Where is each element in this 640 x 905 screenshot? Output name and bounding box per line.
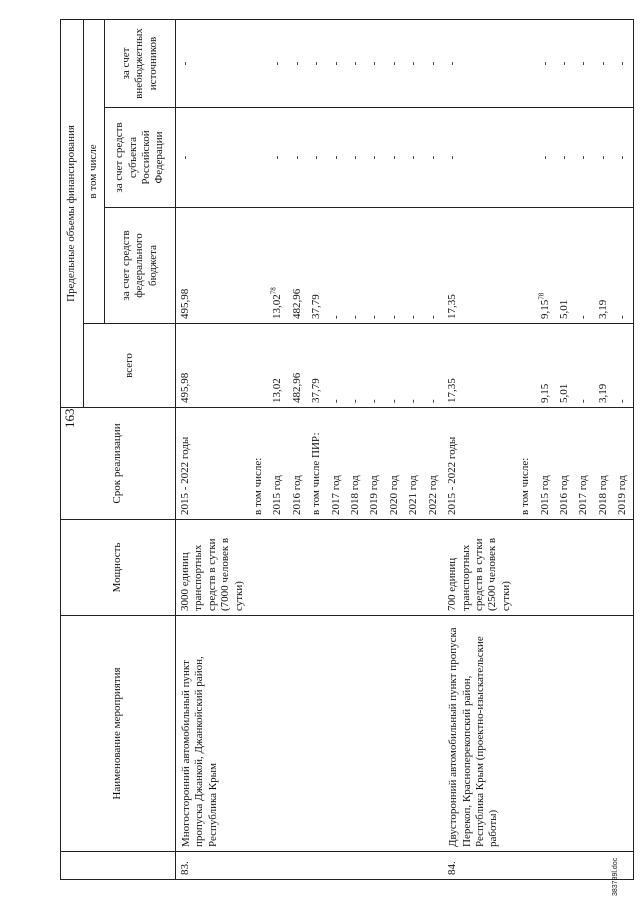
extrabudget-cell (555, 19, 574, 107)
total-cell-text: - (616, 399, 629, 403)
federal-cell-text: 495,98 (179, 288, 191, 319)
regional-cell (268, 108, 287, 208)
capacity-cell (307, 520, 326, 616)
footnote-ref: 78 (269, 287, 278, 295)
row-number-cell (594, 852, 613, 880)
table-row (536, 19, 555, 879)
table-row (404, 19, 423, 879)
regional-cell-text: - (538, 155, 551, 160)
measure-name-cell (536, 616, 555, 852)
term-cell (555, 408, 574, 520)
header-term: Срок реализации (61, 408, 176, 520)
total-cell (268, 324, 287, 408)
table-row (249, 19, 268, 879)
table-row (307, 19, 326, 879)
capacity-cell (327, 520, 346, 616)
table-row (327, 19, 346, 879)
regional-cell-text: - (426, 155, 439, 160)
table-body (176, 19, 634, 879)
term-cell-text: в том числе: (519, 457, 532, 515)
footnote-ref: 78 (536, 292, 545, 300)
term-cell-text: 2018 год (596, 475, 609, 515)
total-cell-text: 37,79 (310, 378, 323, 403)
regional-cell (574, 108, 593, 208)
measure-name-cell (613, 616, 633, 852)
measure-name-cell (574, 616, 593, 852)
capacity-cell (594, 520, 613, 616)
regional-cell-text: - (271, 155, 284, 160)
total-cell-text: 13,02 (271, 378, 284, 403)
term-cell (327, 408, 346, 520)
measure-name-cell (516, 616, 535, 852)
term-cell (613, 408, 633, 520)
federal-cell (516, 208, 535, 324)
row-number-cell (385, 852, 404, 880)
regional-cell (385, 108, 404, 208)
extrabudget-cell (613, 19, 633, 107)
row-number-cell (365, 852, 384, 880)
measure-name-cell (555, 616, 574, 852)
federal-cell (365, 208, 384, 324)
federal-cell-text: 37,79 (310, 294, 323, 319)
measure-name-cell (307, 616, 326, 852)
total-cell (404, 324, 423, 408)
row-number-cell (176, 852, 250, 880)
total-cell (249, 324, 268, 408)
header-name: Наименование мероприятия (61, 616, 176, 852)
table-row (346, 19, 365, 879)
federal-cell (555, 208, 574, 324)
capacity-cell (268, 520, 287, 616)
term-cell-text: в том числе: (252, 457, 265, 515)
federal-cell-text: 5,01 (557, 299, 570, 319)
term-cell (288, 408, 307, 520)
term-cell (307, 408, 326, 520)
measure-name-cell (176, 616, 250, 852)
extrabudget-cell-text: - (368, 61, 381, 66)
regional-cell (176, 108, 250, 208)
measure-name-cell-text: Двусторонний автомобильный пункт пропуска Перекоп, Красноперекопский район, Республика Крым (проектно-изыскательские работы) (447, 627, 500, 847)
federal-cell (536, 208, 555, 324)
total-cell-text: - (577, 399, 590, 403)
document-id: 383789l.doc (612, 857, 619, 896)
measure-name-cell (424, 616, 443, 852)
federal-cell-text: - (387, 315, 400, 319)
federal-cell-text: 9,15 (538, 299, 551, 319)
term-cell-text: 2016 год (290, 475, 303, 515)
regional-cell (249, 108, 268, 208)
regional-cell-text: - (310, 155, 323, 160)
regional-cell-text: - (446, 155, 459, 160)
extrabudget-cell-text: - (290, 61, 303, 66)
measure-name-cell (268, 616, 287, 852)
extrabudget-cell (288, 19, 307, 107)
total-cell (327, 324, 346, 408)
extrabudget-cell (327, 19, 346, 107)
extrabudget-cell (365, 19, 384, 107)
capacity-cell (613, 520, 633, 616)
term-cell-text: в том числе ПИР: (310, 432, 323, 515)
regional-cell (346, 108, 365, 208)
extrabudget-cell-text: - (387, 61, 400, 66)
capacity-cell (176, 520, 250, 616)
term-cell (574, 408, 593, 520)
extrabudget-cell-text: - (446, 61, 459, 66)
table-row (443, 19, 516, 879)
capacity-cell (249, 520, 268, 616)
total-cell-text: 17,35 (446, 378, 459, 403)
federal-cell-text: - (407, 315, 420, 319)
measure-name-cell (385, 616, 404, 852)
federal-cell-text: - (368, 315, 381, 319)
capacity-cell (555, 520, 574, 616)
term-cell-text: 2016 год (557, 475, 570, 515)
measure-name-cell (594, 616, 613, 852)
regional-cell-text: - (387, 155, 400, 160)
total-cell (385, 324, 404, 408)
capacity-cell (288, 520, 307, 616)
table-row (288, 19, 307, 879)
federal-cell-text: - (349, 315, 362, 319)
federal-cell (176, 208, 250, 324)
total-cell-text: 5,01 (557, 383, 570, 403)
regional-cell-text: - (596, 155, 609, 160)
term-cell (346, 408, 365, 520)
total-cell-text: - (426, 399, 439, 403)
total-cell (613, 324, 633, 408)
federal-cell (574, 208, 593, 324)
row-number-cell (555, 852, 574, 880)
extrabudget-cell-text: - (426, 61, 439, 66)
term-cell-text: 2015 - 2022 годы (446, 436, 459, 515)
federal-cell (327, 208, 346, 324)
total-cell (346, 324, 365, 408)
extrabudget-cell-text: - (407, 61, 420, 66)
table-row (574, 19, 593, 879)
regional-cell (404, 108, 423, 208)
table-row (613, 19, 633, 879)
regional-cell (327, 108, 346, 208)
total-cell-text: 495,98 (179, 372, 191, 403)
row-number-cell (346, 852, 365, 880)
regional-cell (594, 108, 613, 208)
term-cell (268, 408, 287, 520)
row-number-cell (249, 852, 268, 880)
total-cell (176, 324, 250, 408)
capacity-cell-text: 700 единиц транспортных средств в сутки (2500 человек в сутки) (446, 537, 512, 611)
federal-cell-text: 13,02 (271, 294, 284, 319)
measure-name-cell (443, 616, 516, 852)
term-cell-text: 2022 год (426, 475, 439, 515)
extrabudget-cell (424, 19, 443, 107)
federal-cell (288, 208, 307, 324)
extrabudget-cell (346, 19, 365, 107)
federal-cell (249, 208, 268, 324)
federal-cell-text: 17,35 (446, 294, 459, 319)
total-cell (307, 324, 326, 408)
extrabudget-cell-text: - (577, 61, 590, 66)
capacity-cell (443, 520, 516, 616)
row-number-cell-text: 84. (446, 861, 459, 875)
federal-cell-text: 3,19 (596, 299, 609, 319)
total-cell (288, 324, 307, 408)
row-number-cell (443, 852, 516, 880)
extrabudget-cell-text: - (616, 61, 629, 66)
federal-cell (613, 208, 633, 324)
federal-cell (268, 208, 287, 324)
term-cell (249, 408, 268, 520)
table-row (516, 19, 535, 879)
table-row (365, 19, 384, 879)
federal-cell (443, 208, 516, 324)
regional-cell (424, 108, 443, 208)
header-total: всего (84, 324, 176, 408)
term-cell (404, 408, 423, 520)
table-row (176, 19, 250, 879)
term-cell-text: 2015 год (271, 475, 284, 515)
row-number-cell (268, 852, 287, 880)
total-cell (516, 324, 535, 408)
extrabudget-cell (443, 19, 516, 107)
header-number (61, 852, 176, 880)
regional-cell (516, 108, 535, 208)
total-cell (574, 324, 593, 408)
header-including: в том числе (84, 19, 105, 323)
capacity-cell-text: 3000 единиц транспортных средств в сутки (7000 человек в сутки) (179, 537, 245, 611)
table-row (594, 19, 613, 879)
federal-cell-text: - (426, 315, 439, 319)
financing-table (60, 19, 634, 880)
regional-cell-text: - (407, 155, 420, 160)
term-cell-text: 2017 год (329, 475, 342, 515)
term-cell-text: 2021 год (407, 475, 420, 515)
table-row (424, 19, 443, 879)
regional-cell-text: - (557, 155, 570, 160)
extrabudget-cell (536, 19, 555, 107)
capacity-cell (516, 520, 535, 616)
federal-cell (346, 208, 365, 324)
federal-cell-text: - (616, 315, 629, 319)
total-cell-text: 482,96 (290, 372, 303, 403)
extrabudget-cell-text: - (557, 61, 570, 66)
term-cell-text: 2017 год (577, 475, 590, 515)
capacity-cell (365, 520, 384, 616)
term-cell (385, 408, 404, 520)
extrabudget-cell-text: - (179, 61, 191, 66)
regional-cell (443, 108, 516, 208)
total-cell-text: - (407, 399, 420, 403)
total-cell (555, 324, 574, 408)
extrabudget-cell-text: - (538, 61, 551, 66)
term-cell (176, 408, 250, 520)
regional-cell-text: - (329, 155, 342, 160)
total-cell-text: - (349, 399, 362, 403)
regional-cell (536, 108, 555, 208)
row-number-cell (574, 852, 593, 880)
federal-cell (424, 208, 443, 324)
rotated-table-container (60, 20, 629, 880)
total-cell (365, 324, 384, 408)
extrabudget-cell (594, 19, 613, 107)
extrabudget-cell (176, 19, 250, 107)
federal-cell (404, 208, 423, 324)
term-cell (424, 408, 443, 520)
regional-cell (555, 108, 574, 208)
total-cell-text: - (387, 399, 400, 403)
term-cell-text: 2019 год (616, 475, 629, 515)
extrabudget-cell (268, 19, 287, 107)
extrabudget-cell-text: - (310, 61, 323, 66)
regional-cell-text: - (349, 155, 362, 160)
term-cell (365, 408, 384, 520)
regional-cell-text: - (290, 155, 303, 160)
header-limits: Предельные объемы финансирования (61, 19, 84, 407)
header-federal: за счет средств федерального бюджета (105, 208, 176, 324)
regional-cell (613, 108, 633, 208)
header-regional: за счет средств субъекта Российской Федерации (105, 108, 176, 208)
extrabudget-cell (404, 19, 423, 107)
row-number-cell-text: 83. (179, 861, 191, 875)
term-cell (594, 408, 613, 520)
extrabudget-cell (574, 19, 593, 107)
header-extrabudget: за счет внебюджетных источников (105, 19, 176, 107)
table-row (385, 19, 404, 879)
row-number-cell (516, 852, 535, 880)
federal-cell-text: 482,96 (290, 288, 303, 319)
table-row (268, 19, 287, 879)
term-cell-text: 2020 год (387, 475, 400, 515)
measure-name-cell (288, 616, 307, 852)
extrabudget-cell (385, 19, 404, 107)
capacity-cell (536, 520, 555, 616)
federal-cell (385, 208, 404, 324)
term-cell-text: 2019 год (368, 475, 381, 515)
term-cell (443, 408, 516, 520)
total-cell (594, 324, 613, 408)
capacity-cell (574, 520, 593, 616)
extrabudget-cell (249, 19, 268, 107)
row-number-cell (424, 852, 443, 880)
extrabudget-cell-text: - (596, 61, 609, 66)
table-row (555, 19, 574, 879)
capacity-cell (385, 520, 404, 616)
total-cell-text: 9,15 (538, 383, 551, 403)
extrabudget-cell (307, 19, 326, 107)
regional-cell (307, 108, 326, 208)
term-cell (516, 408, 535, 520)
measure-name-cell (404, 616, 423, 852)
term-cell-text: 2015 год (538, 475, 551, 515)
row-number-cell (307, 852, 326, 880)
total-cell-text: - (368, 399, 381, 403)
regional-cell-text: - (616, 155, 629, 160)
total-cell-text: - (329, 399, 342, 403)
extrabudget-cell-text: - (271, 61, 284, 66)
total-cell (424, 324, 443, 408)
extrabudget-cell (516, 19, 535, 107)
regional-cell (365, 108, 384, 208)
measure-name-cell (365, 616, 384, 852)
term-cell-text: 2018 год (349, 475, 362, 515)
page-number: 163 (62, 408, 77, 428)
extrabudget-cell-text: - (329, 61, 342, 66)
federal-cell-text: - (329, 315, 342, 319)
measure-name-cell (249, 616, 268, 852)
federal-cell (594, 208, 613, 324)
regional-cell (288, 108, 307, 208)
federal-cell (307, 208, 326, 324)
measure-name-cell (346, 616, 365, 852)
row-number-cell (404, 852, 423, 880)
measure-name-cell (327, 616, 346, 852)
capacity-cell (424, 520, 443, 616)
federal-cell-text: - (577, 315, 590, 319)
row-number-cell (536, 852, 555, 880)
measure-name-cell-text: Многосторонний автомобильный пункт пропуска Джанкой, Джанкойский район, Республика Крым (180, 656, 219, 847)
total-cell-text: 3,19 (596, 383, 609, 403)
total-cell (536, 324, 555, 408)
regional-cell-text: - (368, 155, 381, 160)
term-cell-text: 2015 - 2022 годы (179, 436, 191, 515)
regional-cell-text: - (179, 155, 191, 160)
row-number-cell (288, 852, 307, 880)
extrabudget-cell-text: - (349, 61, 362, 66)
capacity-cell (404, 520, 423, 616)
term-cell (536, 408, 555, 520)
regional-cell-text: - (577, 155, 590, 160)
capacity-cell (346, 520, 365, 616)
header-capacity: Мощность (61, 520, 176, 616)
row-number-cell (327, 852, 346, 880)
total-cell (443, 324, 516, 408)
